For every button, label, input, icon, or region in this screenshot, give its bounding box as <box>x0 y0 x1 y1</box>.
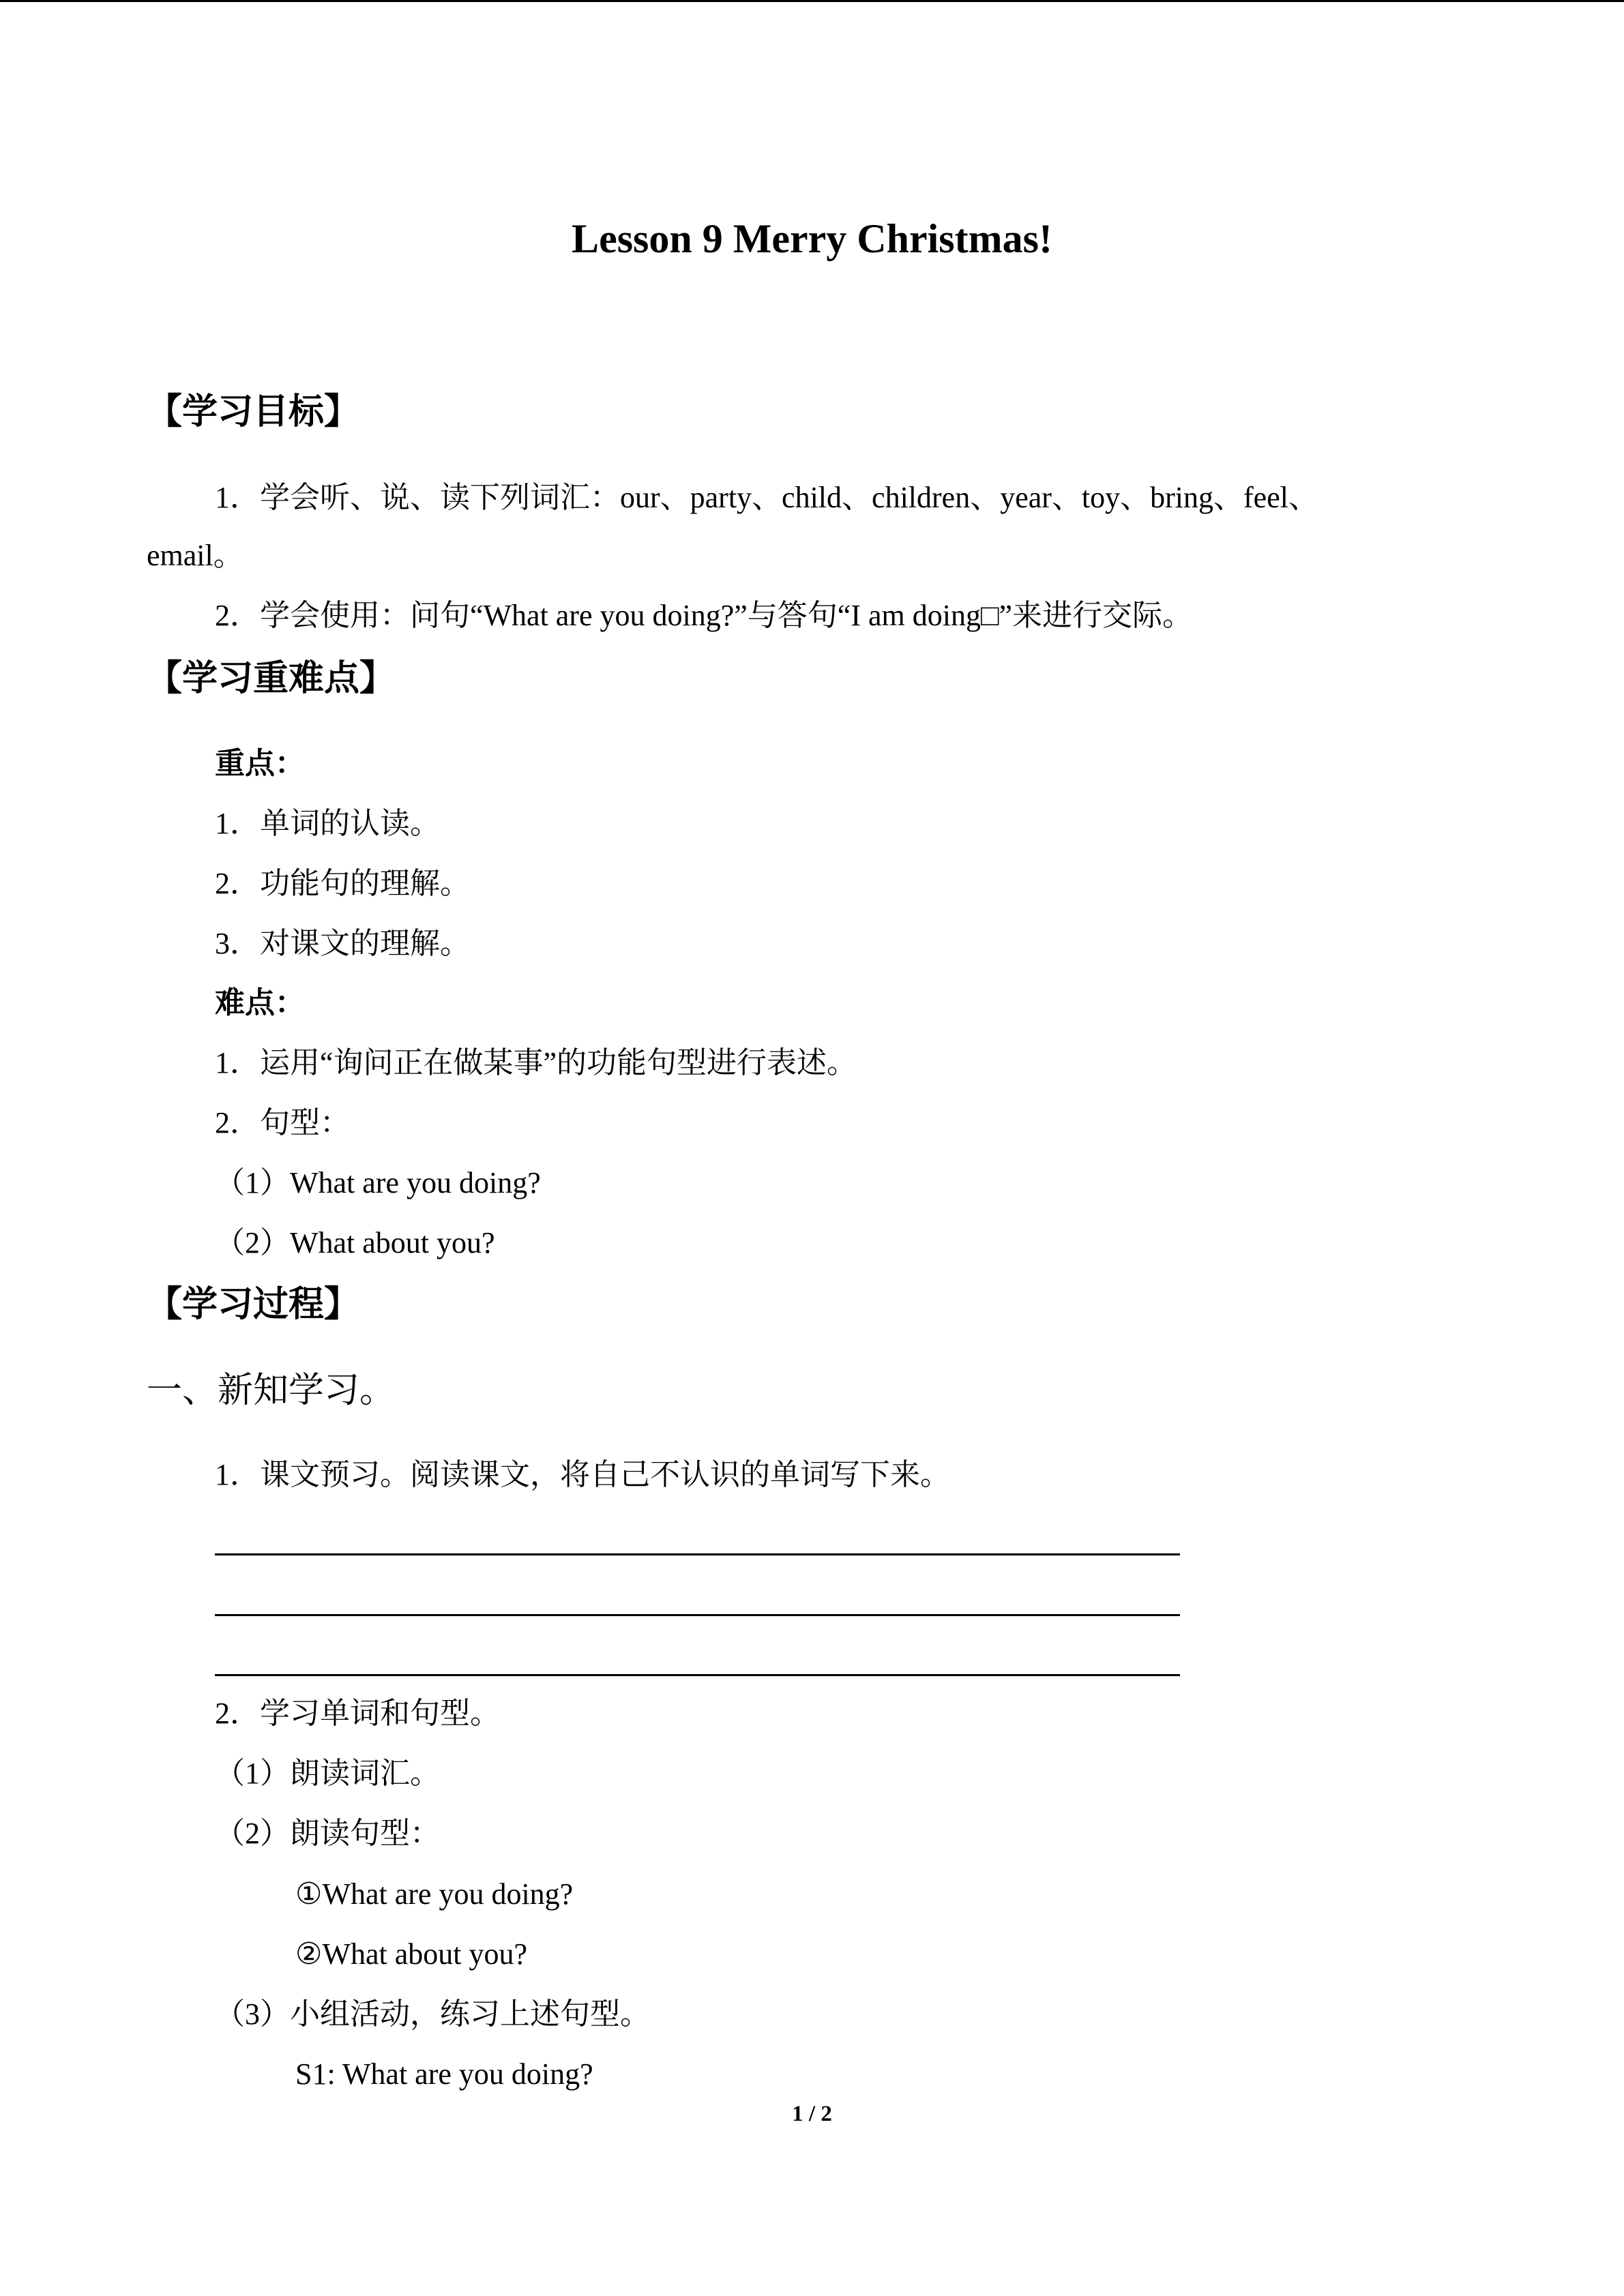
step-1: 1．课文预习。阅读课文，将自己不认识的单词写下来。 <box>215 1458 950 1491</box>
part1-title: 一、新知学习。 <box>147 1371 396 1410</box>
key-item: 1．单词的认读。 <box>215 807 440 840</box>
section-heading-process: 【学习过程】 <box>147 1285 360 1324</box>
key-item: 3．对课文的理解。 <box>215 927 470 960</box>
pattern-item: ①What are you doing? <box>295 1877 574 1911</box>
section-heading-goals: 【学习目标】 <box>147 393 360 432</box>
difficult-label: 难点： <box>215 986 305 1019</box>
answer-blank-line[interactable] <box>215 1674 1180 1676</box>
key-label: 重点： <box>215 747 305 780</box>
goal-item-2: 2．学会使用：问句“What are you doing?”与答句“I am doing□”来进行交际。 <box>215 599 1193 632</box>
section-heading-key-points: 【学习重难点】 <box>147 659 396 698</box>
sentence-pattern: （2）What about you? <box>215 1226 495 1259</box>
difficult-item: 1．运用“询问正在做某事”的功能句型进行表述。 <box>215 1046 857 1079</box>
lesson-title: Lesson 9 Merry Christmas! <box>572 216 1052 261</box>
top-border-line <box>0 0 1624 2</box>
sub-step-3: （3）小组活动，练习上述句型。 <box>215 1997 650 2031</box>
difficult-item: 2．句型： <box>215 1106 350 1139</box>
goal-item-1-continued: email。 <box>147 539 243 572</box>
step-2: 2．学习单词和句型。 <box>215 1697 500 1730</box>
page-number: 1 / 2 <box>792 2102 832 2126</box>
sub-step-1: （1）朗读词汇。 <box>215 1757 440 1790</box>
key-item: 2．功能句的理解。 <box>215 867 470 900</box>
sub-step-2: （2）朗读句型： <box>215 1817 440 1850</box>
dialogue-line: S1: What are you doing? <box>295 2057 593 2091</box>
pattern-item: ②What about you? <box>295 1937 528 1971</box>
goal-item-1: 1．学会听、说、读下列词汇：our、party、child、children、year、toy、bring、feel、 <box>215 481 1318 514</box>
answer-blank-line[interactable] <box>215 1553 1180 1555</box>
answer-blank-line[interactable] <box>215 1614 1180 1616</box>
sentence-pattern: （1）What are you doing? <box>215 1166 541 1199</box>
